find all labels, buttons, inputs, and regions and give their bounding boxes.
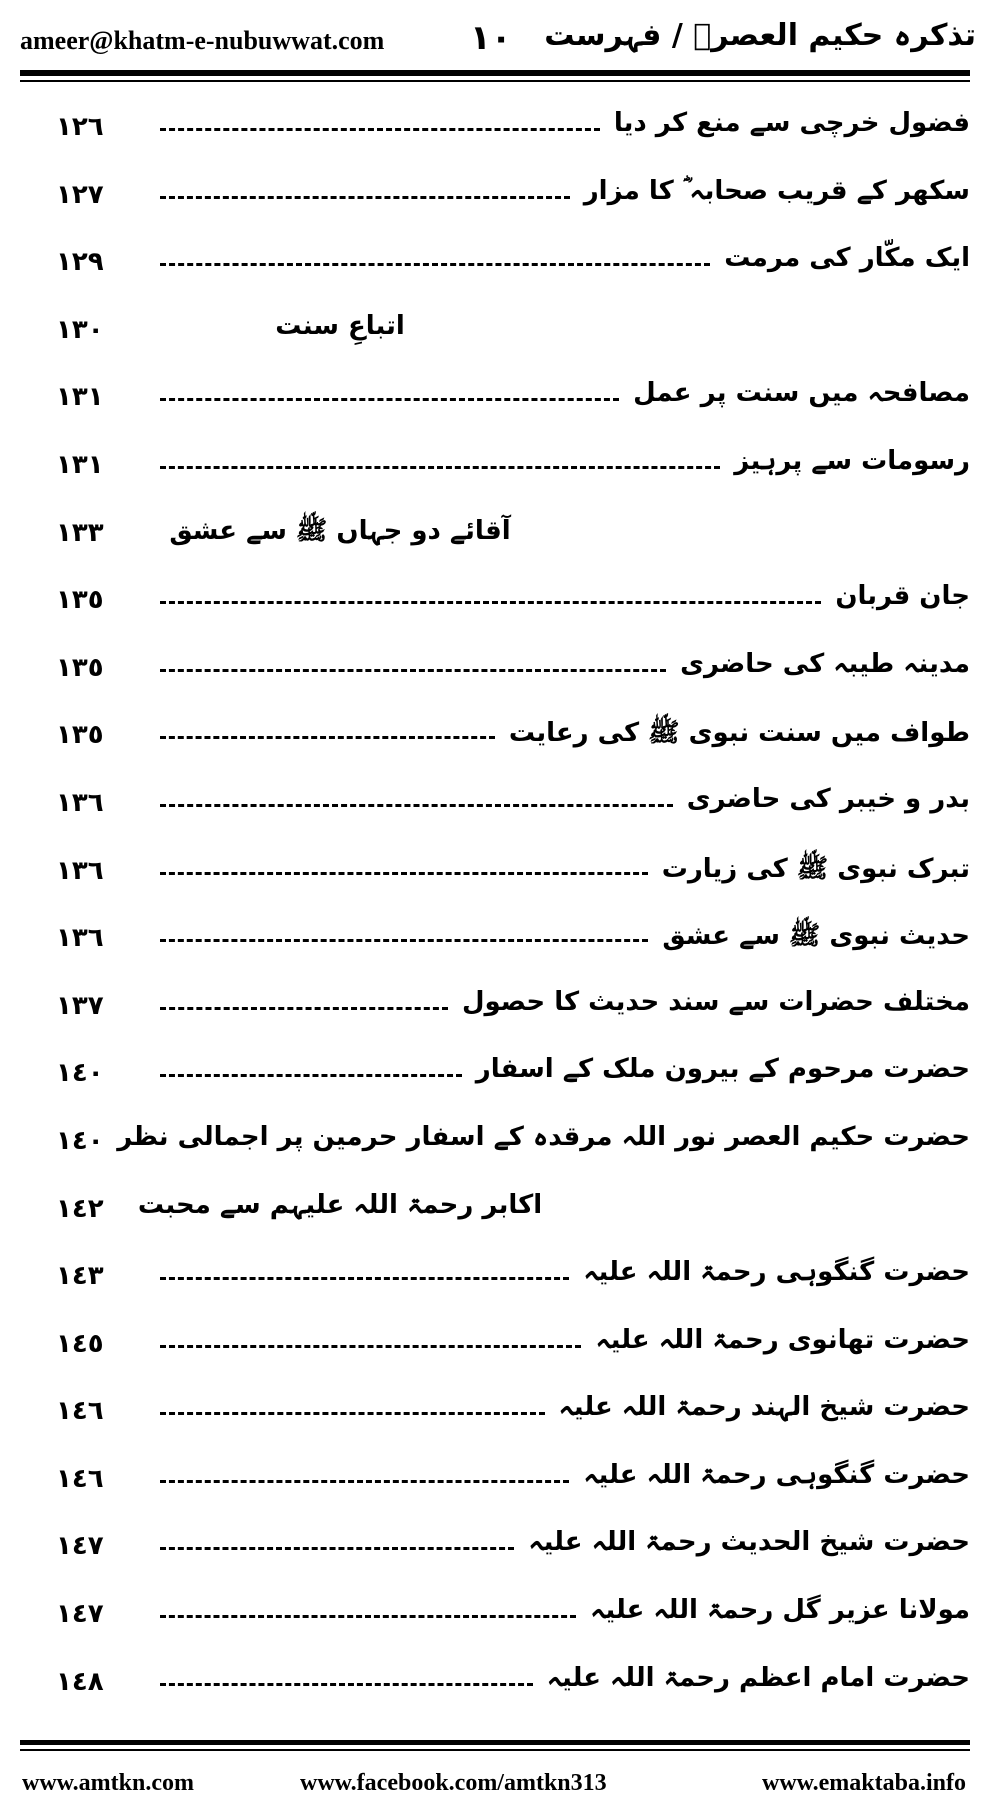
- toc-page-number: ١٤٦: [56, 1396, 104, 1427]
- toc-entry-title: فضول خرچی سے منع کر دیا: [613, 108, 970, 138]
- toc-page-number: ١٣٦: [56, 855, 104, 886]
- table-of-contents: [20, 98, 970, 1720]
- toc-entry-title: جان قربان: [835, 581, 970, 612]
- toc-page-number: ١٢٦: [56, 112, 104, 142]
- toc-entry: [20, 233, 970, 301]
- toc-entry-title: مولانا عزیر گل رحمۃ اللہ علیہ: [590, 1595, 970, 1626]
- toc-entry-title: طواف میں سنت نبوی ﷺ کی رعایت: [508, 718, 970, 749]
- toc-entry-title: بدر و خیبر کی حاضری: [686, 783, 970, 814]
- toc-page-number: ١٤٣: [56, 1261, 104, 1292]
- toc-entry-title: تبرک نبوی ﷺ کی زیارت: [661, 853, 970, 884]
- toc-entry: [20, 639, 970, 707]
- footer-link-emaktaba[interactable]: www.emaktaba.info: [761, 1770, 966, 1796]
- header-rule-thin: [20, 80, 970, 82]
- toc-page-number: ١٣٥: [56, 720, 104, 751]
- toc-entry-title: حضرت مرحوم کے بیرون ملک کے اسفار: [475, 1054, 970, 1085]
- toc-entry: [20, 98, 970, 166]
- header-email: ameer@khatm-e-nubuwwat.com: [20, 26, 385, 55]
- toc-leader-dashes: [160, 1007, 448, 1010]
- toc-page-number: ١٣٣: [56, 517, 104, 548]
- toc-entry-title: مختلف حضرات سے سند حدیث کا حصول: [461, 986, 970, 1017]
- toc-leader-dashes: [160, 1277, 569, 1280]
- toc-entry: [20, 1044, 970, 1112]
- toc-leader-dashes: [160, 1345, 581, 1348]
- toc-entry-title: حضرت تھانوی رحمۃ اللہ علیہ: [595, 1324, 970, 1355]
- toc-page-number: ١٣٥: [56, 585, 104, 616]
- toc-entry: [20, 842, 970, 910]
- toc-section-heading: اتباعِ سنت: [275, 310, 405, 341]
- toc-page-number: ١٣٦: [56, 787, 104, 818]
- toc-leader-dashes: [160, 736, 495, 739]
- toc-leader-dashes: [160, 1683, 533, 1686]
- toc-entry: [20, 1382, 970, 1450]
- page-header: [0, 0, 990, 80]
- toc-leader-dashes: [160, 128, 600, 131]
- toc-entry-title: حضرت حکیم العصر نور اللہ مرقدہ کے اسفار حرمین پر اجمالی نظر: [117, 1121, 970, 1152]
- toc-page-number: ١٤٠: [56, 1058, 104, 1089]
- toc-page-number: ١٢٩: [56, 247, 104, 278]
- toc-entry: [20, 706, 970, 774]
- toc-section-heading: اکابر رحمۃ اللہ علیہم سے محبت: [137, 1189, 543, 1220]
- toc-page-number: ١٣١: [56, 382, 104, 413]
- toc-leader-dashes: [160, 1074, 462, 1077]
- toc-entry: [20, 166, 970, 234]
- toc-leader-dashes: [160, 466, 720, 469]
- toc-page-number: ١٤٠: [56, 1125, 104, 1156]
- toc-entry-title: حضرت شیخ الحدیث رحمۃ اللہ علیہ: [528, 1527, 970, 1558]
- toc-page-number: ١٣١: [56, 449, 104, 480]
- toc-leader-dashes: [160, 1547, 514, 1550]
- toc-page-number: ١٢٧: [56, 179, 104, 210]
- toc-section-heading: آقائے دو جہاں ﷺ سے عشق: [169, 515, 511, 546]
- toc-entry: [20, 1653, 970, 1721]
- toc-entry-title: سکھر کے قریب صحابہ ؓ کا مزار: [583, 175, 970, 206]
- toc-entry: [20, 1450, 970, 1518]
- toc-page-number: ١٤٧: [56, 1531, 104, 1562]
- book-title: تذکرہ حکیم العصرؒ / فہرست: [544, 18, 976, 53]
- footer-rule-thick: [20, 1740, 970, 1745]
- toc-page-number: ١٣٥: [56, 652, 104, 683]
- toc-entry-title: مصافحہ میں سنت پر عمل: [633, 378, 970, 409]
- toc-page-number: ١٤٥: [56, 1328, 104, 1359]
- toc-page-number: ١٤٦: [56, 1463, 104, 1494]
- toc-entry: [20, 504, 970, 572]
- toc-entry: [20, 1247, 970, 1315]
- toc-leader-dashes: [160, 939, 648, 942]
- toc-entry-title: حدیث نبوی ﷺ سے عشق: [662, 921, 970, 952]
- toc-leader-dashes: [160, 872, 648, 875]
- toc-leader-dashes: [160, 1615, 576, 1618]
- toc-entry: [20, 368, 970, 436]
- toc-entry: [20, 1315, 970, 1383]
- toc-entry-title: رسومات سے پرہیز: [734, 445, 970, 476]
- toc-leader-dashes: [160, 196, 570, 199]
- toc-entry-title: حضرت امام اعظم رحمۃ اللہ علیہ: [546, 1662, 970, 1693]
- toc-entry: [20, 977, 970, 1045]
- toc-entry: [20, 1585, 970, 1653]
- toc-page-number: ١٣٠: [56, 314, 104, 345]
- toc-entry: [20, 1112, 970, 1180]
- page-number: ١٠: [470, 18, 512, 58]
- footer-rule-thin: [20, 1749, 970, 1751]
- toc-leader-dashes: [160, 804, 673, 807]
- toc-leader-dashes: [160, 601, 821, 604]
- toc-entry: [20, 571, 970, 639]
- footer-link-facebook[interactable]: www.facebook.com/amtkn313: [300, 1770, 607, 1796]
- toc-entry: [20, 1180, 970, 1248]
- toc-entry-title: حضرت گنگوہی رحمۃ اللہ علیہ: [583, 1459, 970, 1490]
- toc-page-number: ١٣٧: [56, 990, 104, 1021]
- toc-entry-title: ایک مکّار کی مرمت: [724, 243, 970, 274]
- toc-page-number: ١٤٨: [56, 1666, 104, 1697]
- toc-entry: [20, 301, 970, 369]
- toc-entry: [20, 774, 970, 842]
- toc-leader-dashes: [160, 1412, 545, 1415]
- toc-page-number: ١٤٧: [56, 1599, 104, 1630]
- header-rule-thick: [20, 70, 970, 76]
- toc-entry-title: مدینہ طیبہ کی حاضری: [680, 648, 970, 679]
- toc-entry: [20, 1517, 970, 1585]
- toc-leader-dashes: [160, 669, 666, 672]
- toc-entry-title: حضرت گنگوہی رحمۃ اللہ علیہ: [583, 1257, 970, 1288]
- toc-page-number: ١٣٦: [56, 923, 104, 954]
- toc-leader-dashes: [160, 1480, 569, 1483]
- footer-link-amtkn[interactable]: www.amtkn.com: [22, 1770, 194, 1796]
- toc-leader-dashes: [160, 398, 619, 401]
- toc-entry: [20, 909, 970, 977]
- toc-page-number: ١٤٢: [56, 1193, 104, 1224]
- toc-leader-dashes: [160, 263, 710, 266]
- toc-entry: [20, 436, 970, 504]
- toc-entry-title: حضرت شیخ الہند رحمۃ اللہ علیہ: [558, 1392, 970, 1423]
